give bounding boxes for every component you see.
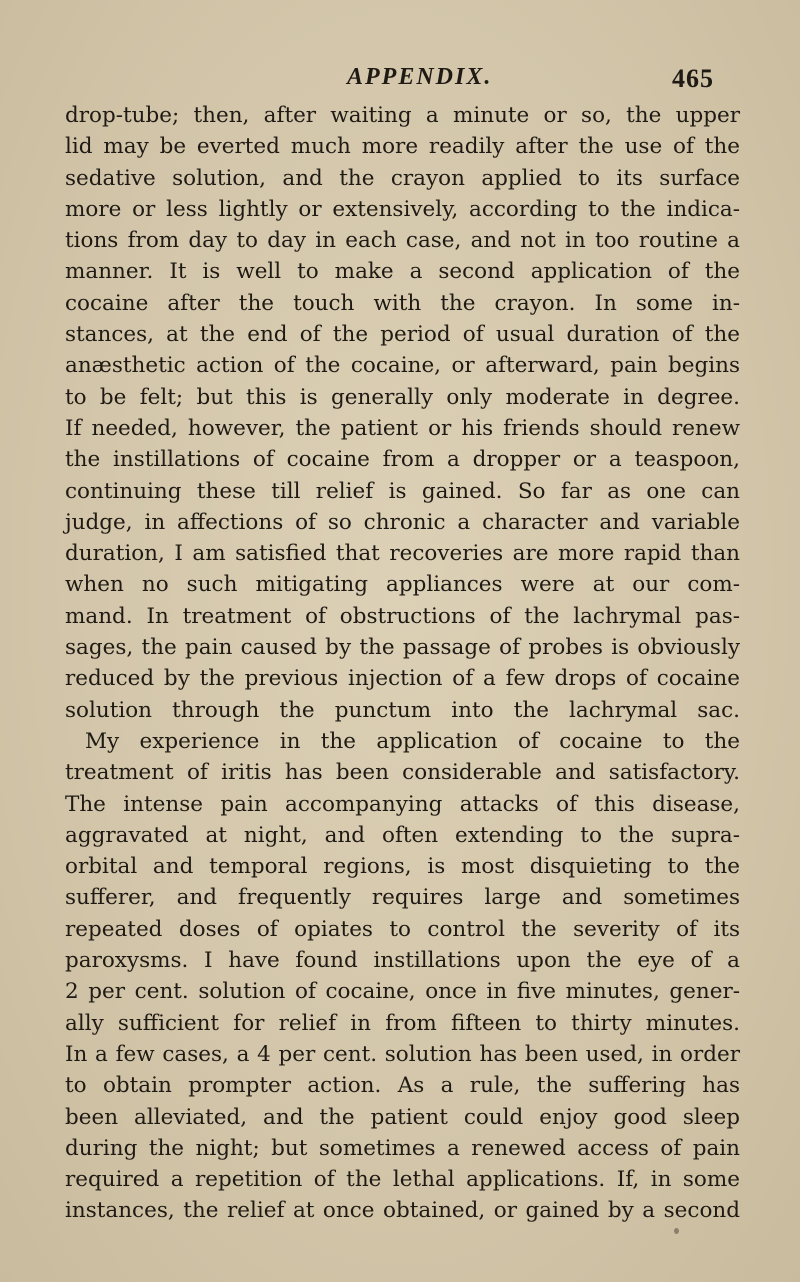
text-line: repeated doses of opiates to control the severity of its — [65, 916, 740, 942]
text-line: The intense pain accompanying attacks of this disease, — [65, 791, 740, 817]
text-line: stances, at the end of the period of usual duration of the — [65, 322, 740, 348]
text-line: instances, the relief at once obtained, or gained by a second — [65, 1198, 740, 1224]
text-line: more or less lightly or extensively, according to the indica- — [65, 196, 740, 222]
running-head: APPENDIX. — [347, 64, 493, 90]
text-line: the instillations of cocaine from a dropper or a teaspoon, — [65, 447, 740, 473]
text-line: sages, the pain caused by the passage of probes is obviously — [65, 635, 740, 661]
text-line: tions from day to day in each case, and not in too routine a — [65, 228, 740, 254]
ink-speck — [674, 1228, 679, 1234]
text-line: judge, in affections of so chronic a character and variable — [65, 509, 740, 535]
text-line: duration, I am satisfied that recoveries are more rapid than — [65, 541, 740, 567]
text-line: solution through the punctum into the lachrymal sac. — [65, 697, 740, 723]
text-line: continuing these till relief is gained. So far as one can — [65, 478, 740, 504]
text-line: treatment of iritis has been considerable and satisfactory. — [65, 760, 740, 786]
text-line: anæsthetic action of the cocaine, or afterward, pain begins — [65, 353, 740, 379]
text-line: during the night; but sometimes a renewed access of pain — [65, 1135, 740, 1161]
text-line: In a few cases, a 4 per cent. solution has been used, in order — [65, 1041, 740, 1067]
text-line: reduced by the previous injection of a few drops of cocaine — [65, 666, 740, 692]
text-line: If needed, however, the patient or his friends should renew — [65, 415, 740, 441]
text-line: lid may be everted much more readily after the use of the — [65, 134, 740, 160]
text-line: been alleviated, and the patient could enjoy good sleep — [65, 1104, 740, 1130]
text-line: My experience in the application of cocaine to the — [85, 728, 740, 754]
text-line: aggravated at night, and often extending to the supra- — [65, 822, 740, 848]
text-line: paroxysms. I have found instillations upon the eye of a — [65, 948, 740, 974]
text-line: manner. It is well to make a second application of the — [65, 259, 740, 285]
text-line: 2 per cent. solution of cocaine, once in five minutes, gener- — [65, 979, 740, 1005]
page-header — [0, 60, 800, 100]
text-line: required a repetition of the lethal applications. If, in some — [65, 1167, 740, 1193]
text-line: sedative solution, and the crayon applied to its surface — [65, 165, 740, 191]
page-number: 465 — [672, 64, 714, 93]
text-line: cocaine after the touch with the crayon. In some in- — [65, 290, 740, 316]
text-line: drop-tube; then, after waiting a minute or so, the upper — [65, 103, 740, 128]
text-line: when no such mitigating appliances were at our com- — [65, 572, 740, 598]
text-line: orbital and temporal regions, is most disquieting to the — [65, 854, 740, 880]
text-line: to obtain prompter action. As a rule, the suffering has — [65, 1073, 740, 1099]
text-line: ally sufficient for relief in from fifteen to thirty minutes. — [65, 1010, 740, 1036]
body-text — [65, 100, 740, 1227]
text-line: mand. In treatment of obstructions of the lachrymal pas- — [65, 603, 740, 629]
text-line: to be felt; but this is generally only moderate in degree. — [65, 384, 740, 410]
text-line: sufferer, and frequently requires large and sometimes — [65, 885, 740, 911]
